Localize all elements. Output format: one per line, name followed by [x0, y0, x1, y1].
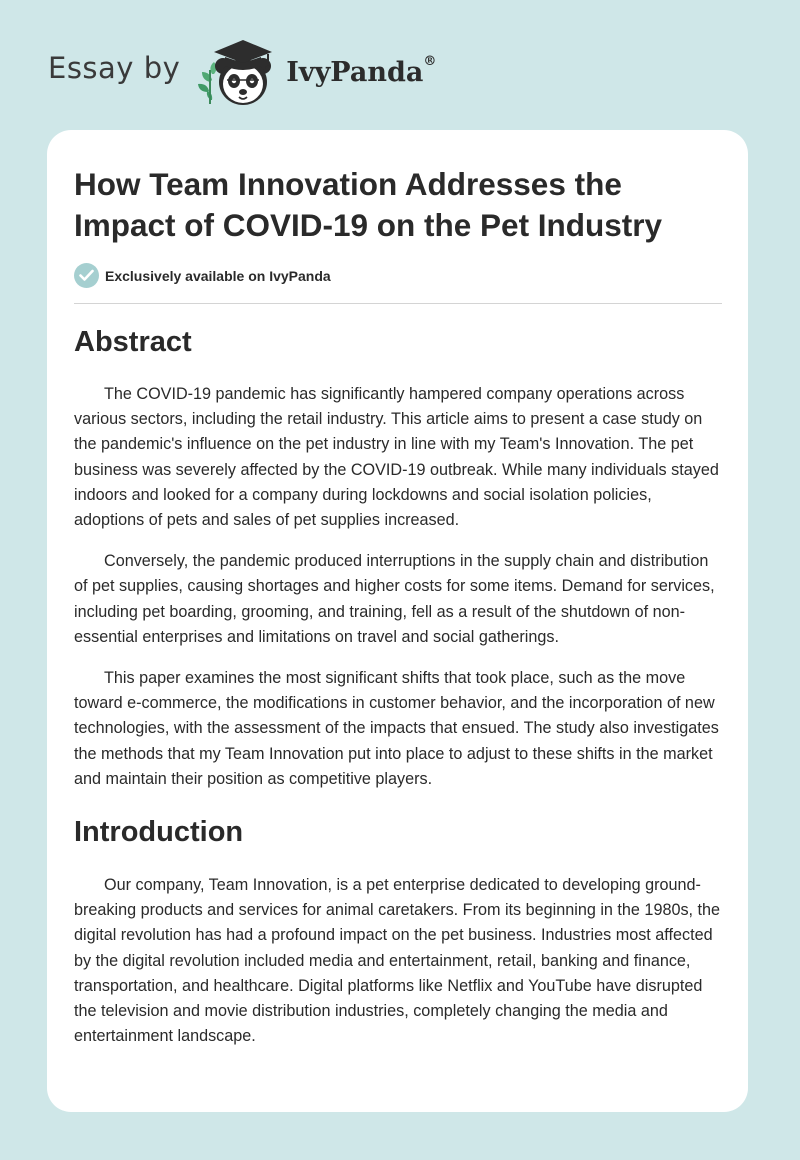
abstract-paragraph-1: The COVID-19 pandemic has significantly hampered company operations across various sectors, including the retail industry. This article aims to present a case study on the pandemic's influence on the pet industry in line with my Team's Innovation. The pet business was severely affected by the COVID-19 outbreak. While many individuals stayed indoors and looked for a company during lockdowns and social isolation policies, adoptions of pets and sales of pet supplies increased. [74, 385, 719, 530]
title-divider [74, 303, 722, 304]
article-body [74, 322, 724, 1049]
article-card [47, 130, 748, 1112]
essay-by-label: Essay by [48, 51, 181, 85]
registered-mark: ® [423, 53, 437, 69]
introduction-paragraph-1: Our company, Team Innovation, is a pet enterprise dedicated to developing ground-breaking products and services for animal caretakers. From its beginning in the 1980s, the digital revolution has had a profound impact on the pet business. Industries most affected by the digital revolution included media and entertainment, retail, banking and finance, transportation, and healthcare. Digital platforms like Netflix and YouTube have disrupted the television and movie distribution industries, completely changing the media and entertainment landscape. [74, 876, 721, 1046]
exclusive-badge [74, 263, 331, 288]
abstract-heading: Abstract [74, 326, 192, 358]
panda-graduate-logo-icon[interactable] [194, 30, 280, 110]
article-title: How Team Innovation Addresses the Impact of COVID-19 on the Pet Industry [74, 166, 663, 243]
abstract-paragraph-3: This paper examines the most significant shifts that took place, such as the move toward e-commerce, the modifications in customer behavior, and the incorporation of new technologies, with the assessment of the impacts that ensued. The study also investigates the methods that my Team Innovation put into place to adjust to these shifts in the market and maintain their position as competitive players. [74, 669, 719, 788]
site-header [48, 30, 548, 110]
exclusive-badge-text: Exclusively available on IvyPanda [105, 267, 331, 284]
brand-name-text: IvyPanda [286, 56, 424, 88]
introduction-heading: Introduction [74, 816, 244, 849]
check-circle-icon [74, 263, 99, 288]
abstract-paragraph-2: Conversely, the pandemic produced interruptions in the supply chain and distribution of pet supplies, causing shortages and higher costs for some items. Demand for services, including pet boarding, grooming, and training, fell as a result of the shutdown of non-essential enterprises and limitations on travel and social gatherings. [74, 552, 715, 646]
brand-name[interactable] [286, 53, 437, 88]
